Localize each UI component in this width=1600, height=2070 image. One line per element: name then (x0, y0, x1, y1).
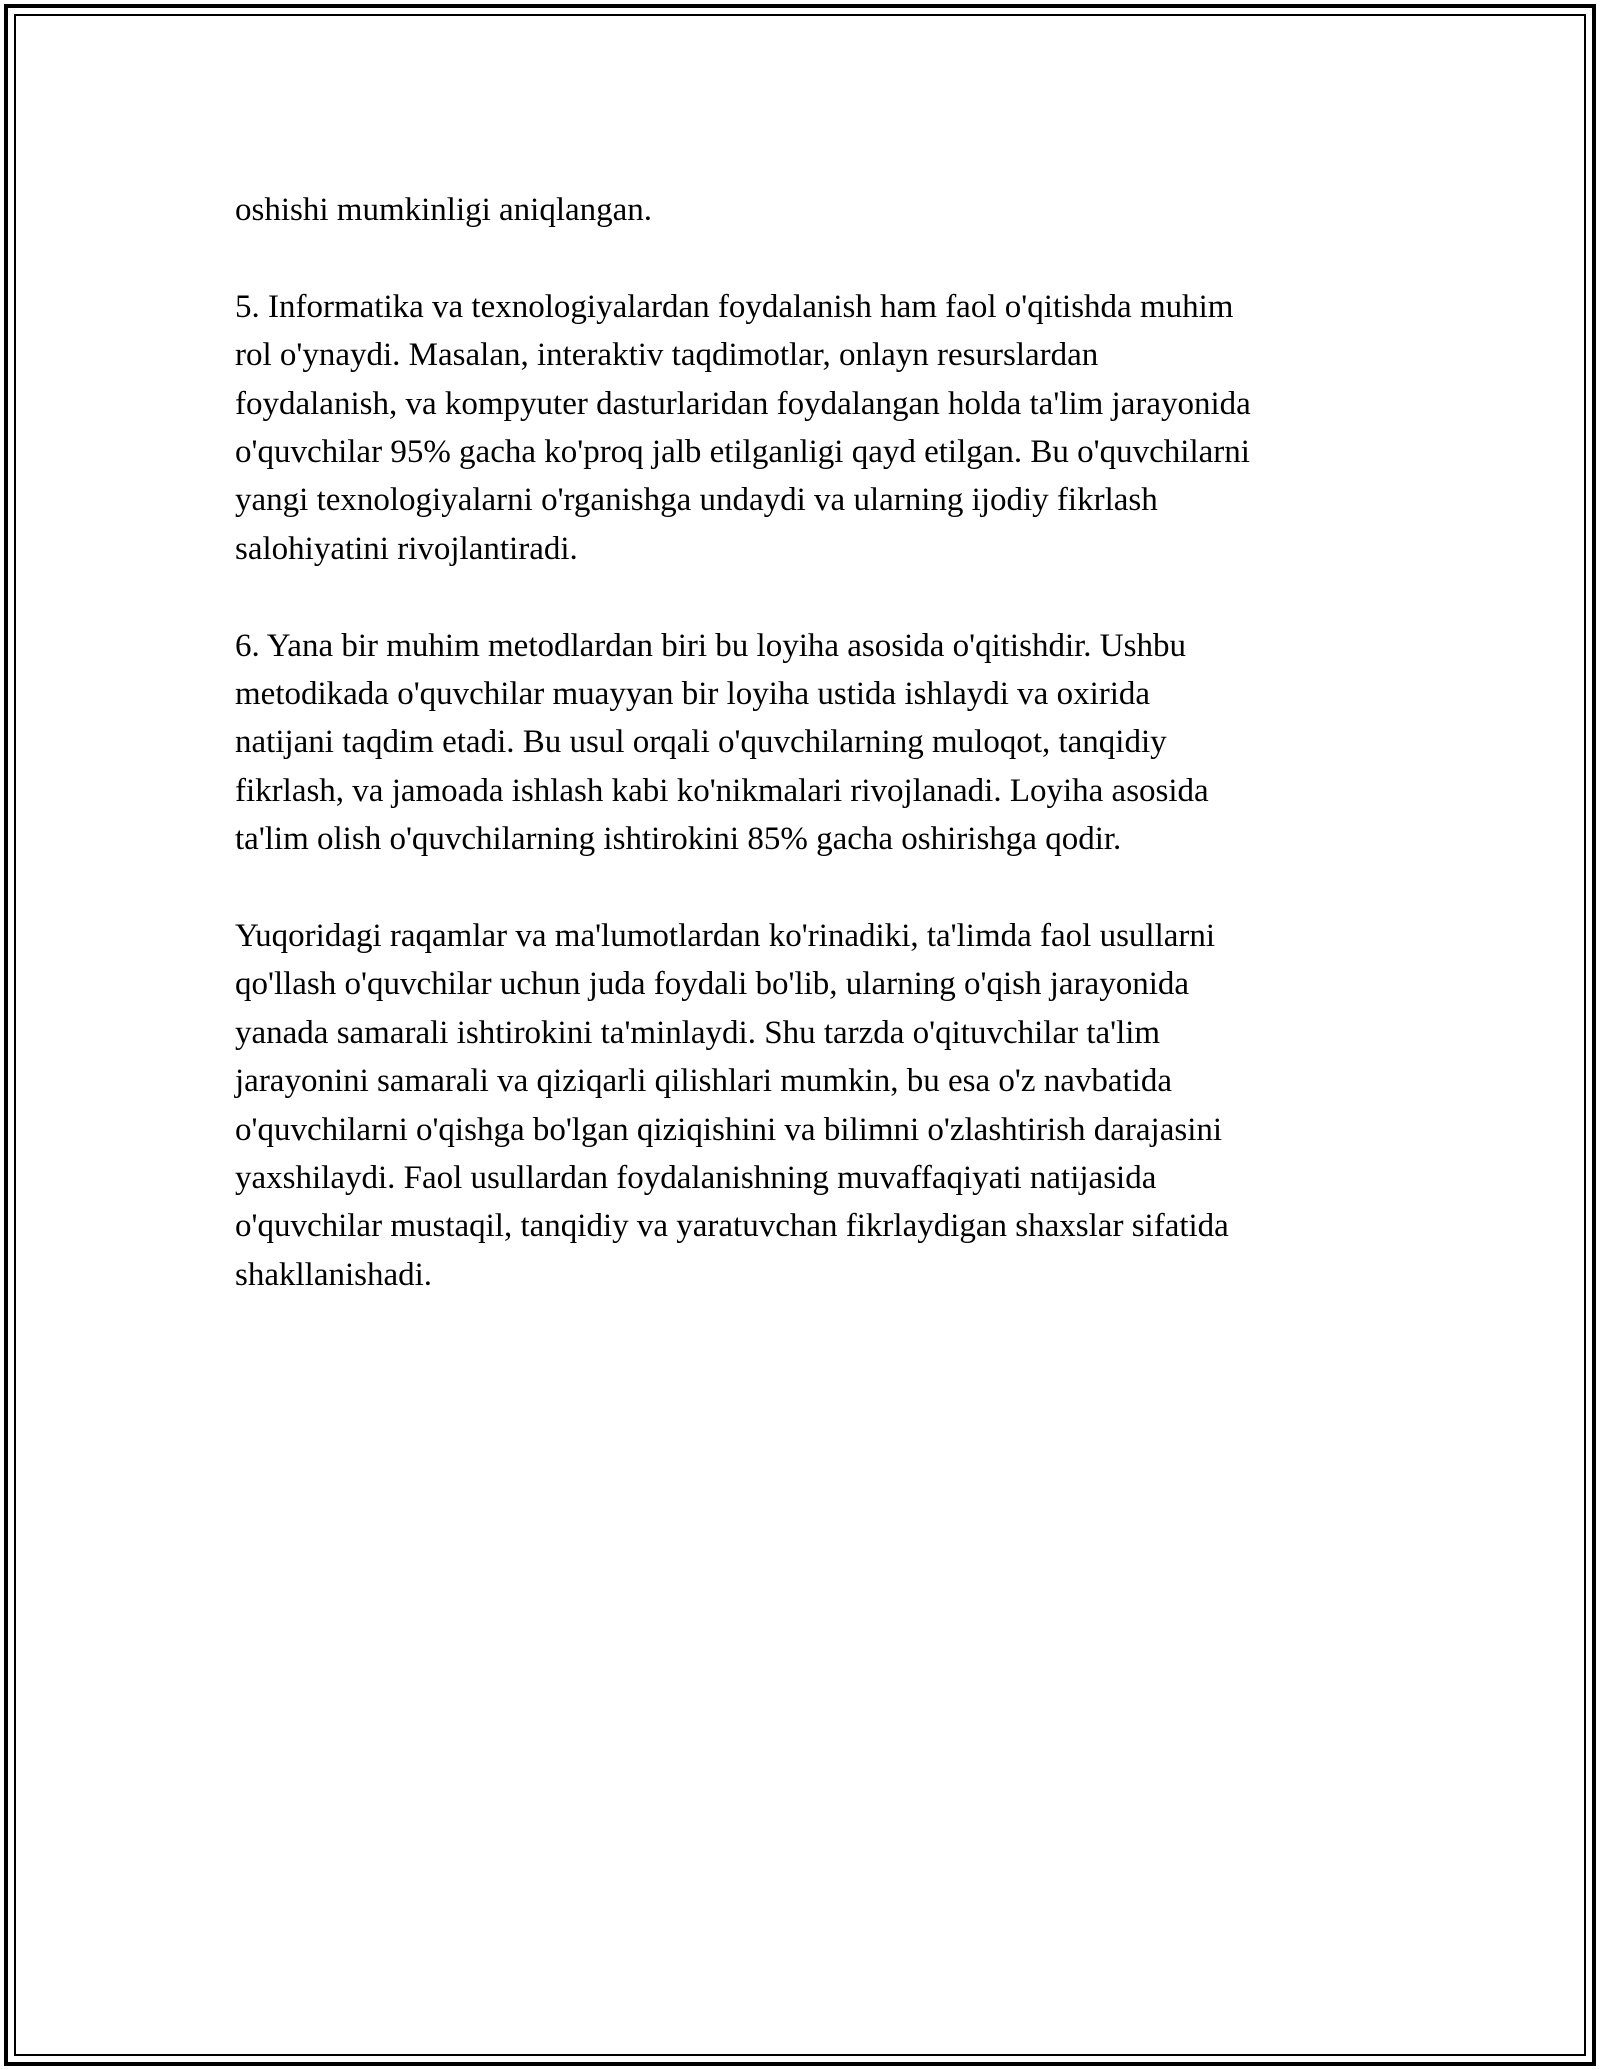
paragraph-item-5: 5. Informatika va texnologiyalardan foydalanish ham faol o'qitishda muhim rol o'ynaydi. Masalan, interaktiv taqdimotlar, onlayn resurslardan foydalanish, va kompyuter dasturlaridan foydalangan holda ta'lim jarayonida o'quvchilar 95% gacha ko'proq jalb etilganligi qayd etilgan. Bu o'quvchilarni yangi texnologiyalarni o'rganishga undaydi va ularning ijodiy fikrlash salohiyatini rivojlantiradi. (235, 288, 1251, 567)
paragraph-continuation: oshishi mumkinligi aniqlangan. (235, 192, 653, 228)
paragraph-conclusion: Yuqoridagi raqamlar va ma'lumotlardan ko'rinadiki, ta'limda faol usullarni qo'llash o'quvchilar uchun juda foydali bo'lib, ularning o'qish jarayonida yanada samarali ishtirokini ta'minlaydi. Shu tarzda o'qituvchilar ta'lim jarayonini samarali va qiziqarli qilishlari mumkin, bu esa o'z navbatida o'quvchilarni o'qishga bo'lgan qiziqishini va bilimni o'zlashtirish darajasini yaxshilaydi. Faol usullardan foydalanishning muvaffaqiyati natijasida o'quvchilar mustaqil, tanqidiy va yaratuvchan fikrlaydigan shaxslar sifatida shakllanishadi. (235, 918, 1229, 1293)
paragraph-item-6: 6. Yana bir muhim metodlardan biri bu loyiha asosida o'qitishdir. Ushbu metodikada o'quvchilar muayyan bir loyiha ustida ishlaydi va oxirida natijani taqdim etadi. Bu usul orqali o'quvchilarning muloqot, tanqidiy fikrlash, va jamoada ishlash kabi ko'nikmalari rivojlanadi. Loyiha asosida ta'lim olish o'quvchilarning ishtirokini 85% gacha oshirishga qodir. (235, 627, 1209, 858)
document-body (235, 186, 1365, 1299)
